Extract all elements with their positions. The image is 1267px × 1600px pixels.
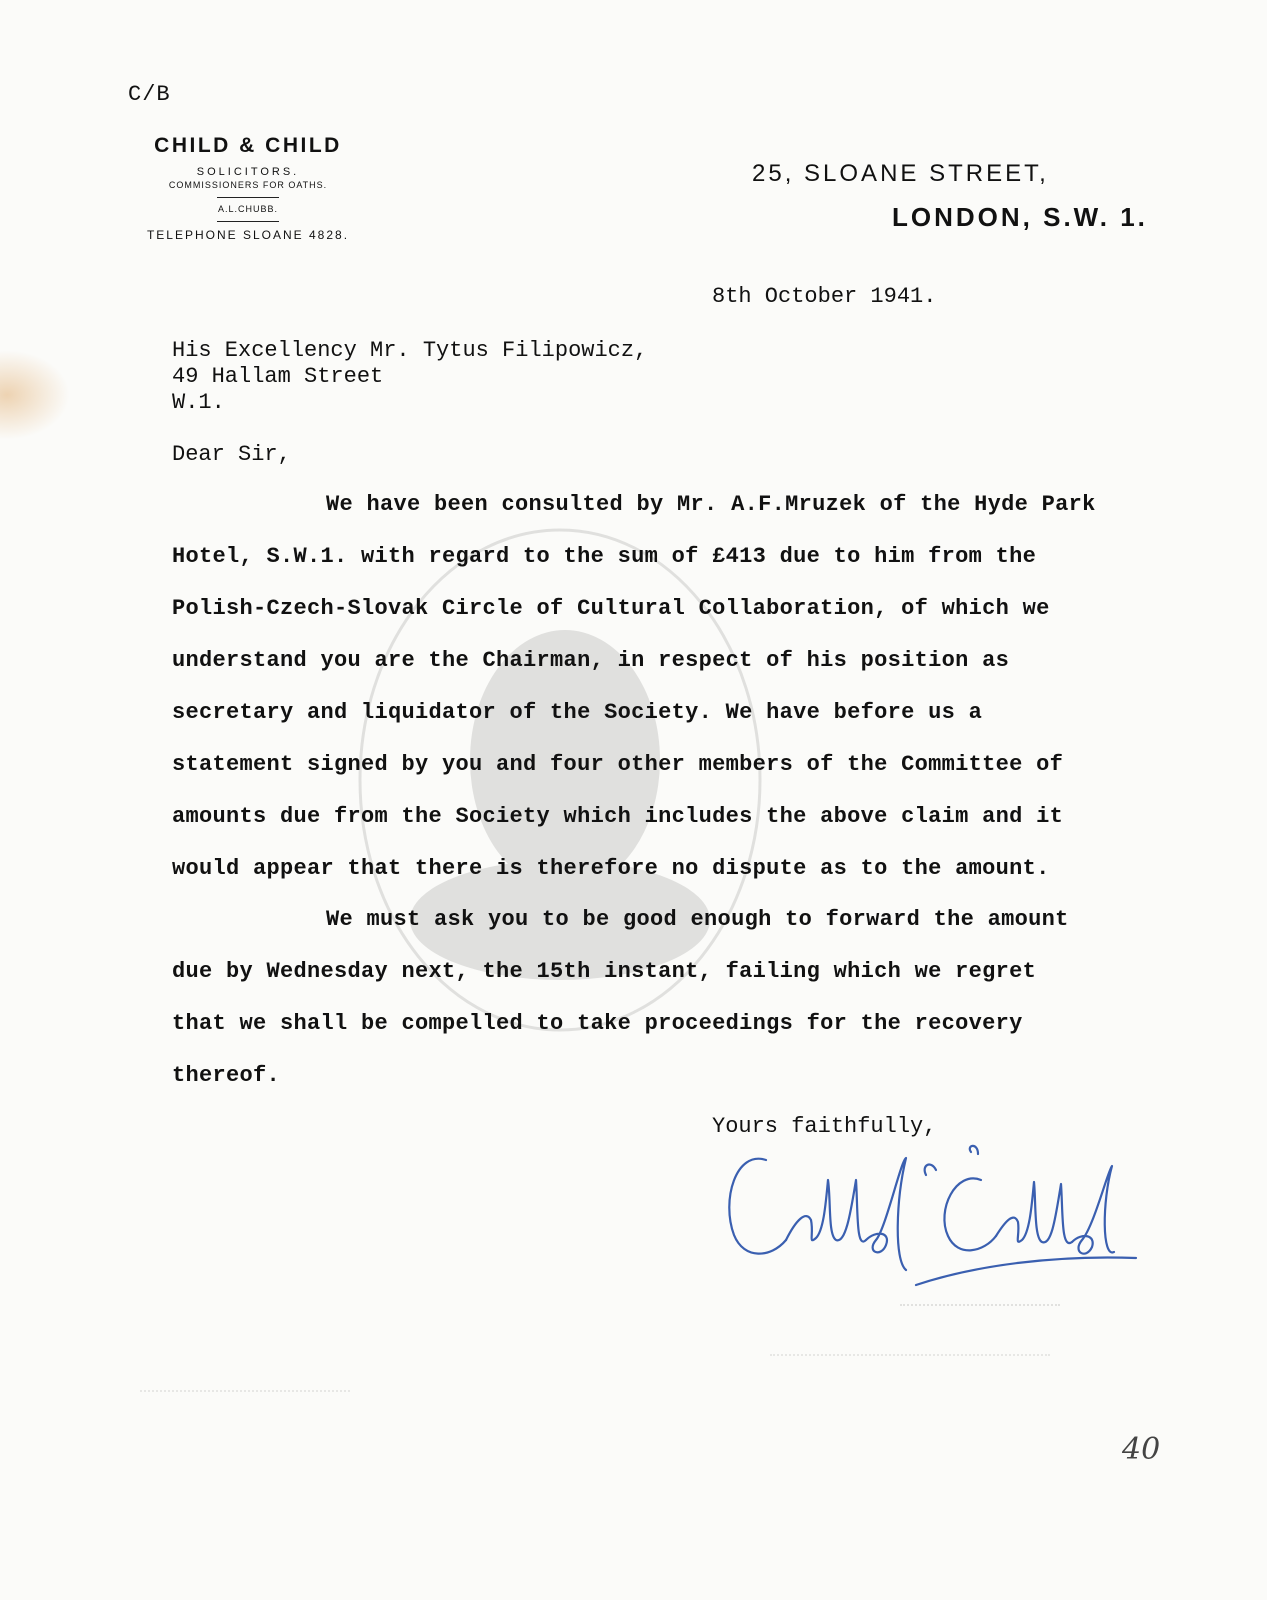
body-line: Polish-Czech-Slovak Circle of Cultural Collaboration, of which we [172, 596, 1050, 621]
body-line: understand you are the Chairman, in respect of his position as [172, 648, 1010, 673]
telephone: TELEPHONE SLOANE 4828. [146, 228, 350, 242]
recipient-street: 49 Hallam Street [172, 364, 384, 389]
divider [217, 197, 279, 198]
body-line: that we shall be compelled to take proceedings for the recovery [172, 1011, 1023, 1036]
salutation: Dear Sir, [172, 442, 291, 467]
closing: Yours faithfully, [712, 1114, 937, 1139]
faint-offset-text [140, 1390, 350, 1402]
recipient-name: His Excellency Mr. Tytus Filipowicz, [172, 338, 648, 363]
firm-commissioners: COMMISSIONERS FOR OATHS. [168, 180, 328, 190]
body-line: We have been consulted by Mr. A.F.Mruzek of the Hyde Park [326, 492, 1096, 517]
address-line-1: 25, SLOANE STREET, [752, 160, 1049, 187]
letter-date: 8th October 1941. [712, 284, 937, 309]
recipient-district: W.1. [172, 390, 225, 415]
firm-name: CHILD & CHILD [154, 134, 342, 157]
faint-offset-text [900, 1304, 1060, 1316]
address-line-2: LONDON, S.W. 1. [892, 202, 1148, 232]
body-line: would appear that there is therefore no dispute as to the amount. [172, 856, 1050, 881]
reference-initials: C/B [128, 82, 171, 107]
page-number: 40 [1122, 1432, 1161, 1467]
faint-offset-text [770, 1354, 1050, 1366]
firm-role: SOLICITORS. [196, 166, 300, 178]
body-line: secretary and liquidator of the Society. We have before us a [172, 700, 983, 725]
letterhead [128, 134, 368, 242]
body-line: Hotel, S.W.1. with regard to the sum of £413 due to him from the [172, 544, 1037, 569]
body-line: statement signed by you and four other members of the Committee of [172, 752, 1064, 777]
body-line: amounts due from the Society which includes the above claim and it [172, 804, 1064, 829]
paper-stain [0, 350, 70, 440]
handwritten-signature [716, 1140, 1146, 1300]
body-line: thereof. [172, 1063, 281, 1088]
recipient-block [172, 338, 647, 416]
body-line: due by Wednesday next, the 15th instant, failing which we regret [172, 959, 1037, 984]
divider [217, 221, 279, 222]
body-line: We must ask you to be good enough to forward the amount [326, 907, 1069, 932]
partner-name: A.L.CHUBB. [217, 204, 278, 214]
